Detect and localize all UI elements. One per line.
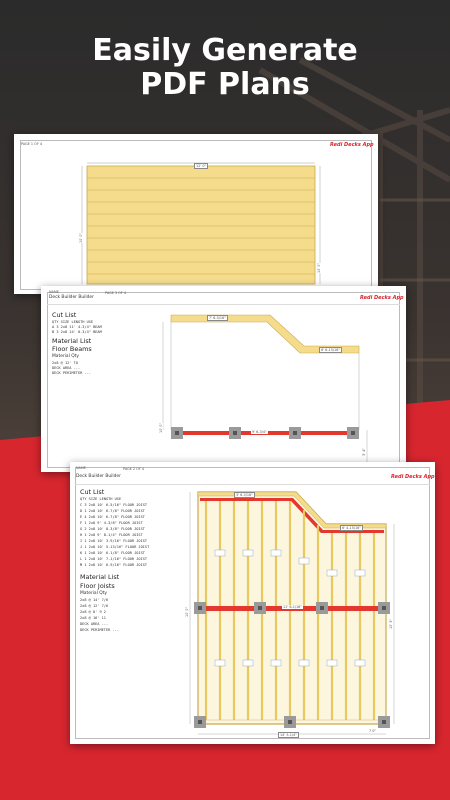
project-name: Deck Builder Builder [76,474,121,479]
dimension-left: 10' 0" [185,606,190,618]
headline [0,34,450,102]
dimension-beam: 11' 6-1/16" [283,605,302,609]
material-row: 2x8 @ 16' 11 [80,616,106,620]
name-label: NAME [49,290,59,294]
cut-list-title: Cut List [80,488,105,496]
cut-list-row: B 3 2x8 14' 0-3/4" BEAM [52,330,102,334]
dimension-beam: 9' 6-3/4" [252,430,267,434]
brand-logo: Redi Decks App [360,295,404,301]
cut-list-title: Cut List [52,311,77,319]
material-header: Material Qty [80,591,108,596]
material-list-title: Material List [52,337,92,345]
material-list-title: Material List [80,573,120,581]
dimension-right: 3' 4" [361,448,366,456]
dimension-left: 10' 0" [79,232,84,244]
joist-framing-plan [70,462,435,744]
dimension-top: 12' 0" [196,164,207,168]
cut-list-row: A 3 2x8 11' 4-3/4" BEAM [52,325,102,329]
deck-boards-plan [14,134,378,294]
pdf-page-1 [14,134,378,294]
material-row: DECK AREA --- [80,622,109,626]
dimension-top-right: 6' 6-15/16" [321,348,340,352]
material-row: 2x8 @ 8' 9 2 [80,610,106,614]
cut-list-row: K 1 2x8 10' 6-1/8" FLOOR JOIST [80,551,145,555]
cut-list-row: J 1 2x8 10' 5-13/16" FLOOR JOIST [80,545,150,549]
name-label: NAME [76,466,86,470]
project-name: Deck Builder Builder [49,295,94,300]
dimension-bottom: 14' 5-1/4" [280,733,297,737]
dimension-top: 3' 6-3/16" [236,493,253,497]
material-row: 2x8 @ 14' 7/6 [80,598,109,602]
beam-plan [41,286,406,472]
page-label: PAGE 1 OF 4 [21,142,43,146]
dimension-top-right: 6' 4-15/16" [342,526,361,530]
pdf-page-3 [41,286,406,472]
material-row: 2x8 @ 12' TO [52,361,78,365]
cut-list-row: H 1 2x8 9' 8-1/4" FLOOR JOIST [80,533,143,537]
material-row: DECK PERIMETER --- [80,628,119,632]
cut-list-row: F 1 2x8 9' 4-3/8" FLOOR JOIST [80,521,143,525]
cut-list-row: E 4 2x8 10' 6-7/8" FLOOR JOIST [80,515,145,519]
cut-list-row: D 1 2x8 10' 6-7/8" FLOOR JOIST [80,509,145,513]
material-header: Material Qty [52,354,80,359]
pdf-page-2 [70,462,435,744]
page-label: PAGE 2 OF 4 [123,467,145,471]
floor-beams-title: Floor Beams [52,345,92,353]
brand-logo: Redi Decks App [391,474,435,480]
headline-line-2: PDF Plans [140,67,310,102]
headline-line-1: Easily Generate [92,33,358,68]
dimension-top-left: 7' 6-3/16" [209,316,226,320]
dimension-right: 10' 3" [389,618,394,630]
cut-list-header: QTY SIZE LENGTH USE [80,497,122,501]
material-row: DECK PERIMETER --- [52,371,91,375]
floor-joists-title: Floor Joists [80,582,115,590]
dimension-left: 10' 0" [159,422,164,434]
cut-list-header: QTY SIZE LENGTH USE [52,320,94,324]
cut-list-row: G 2 2x8 10' 8-3/8" FLOOR JOIST [80,527,145,531]
material-row: DECK AREA --- [52,366,81,370]
page-label: PAGE 3 OF 4 [105,291,127,295]
dimension-bottom-right: 7 0" [369,729,376,733]
cut-list-row: I 1 2x8 10' 3-9/16" FLOOR JOIST [80,539,148,543]
cut-list-row: M 1 2x8 10' 6-9/16" FLOOR JOIST [80,563,148,567]
dimension-right: 10' 0" [317,262,322,274]
material-row: 2x8 @ 12' 7/6 [80,604,109,608]
brand-logo: Redi Decks App [330,142,374,148]
cut-list-row: C 3 2x8 10' 6-5/16" FLOOR JOIST [80,503,148,507]
cut-list-row: L 1 2x8 10' 7-1/16" FLOOR JOIST [80,557,148,561]
